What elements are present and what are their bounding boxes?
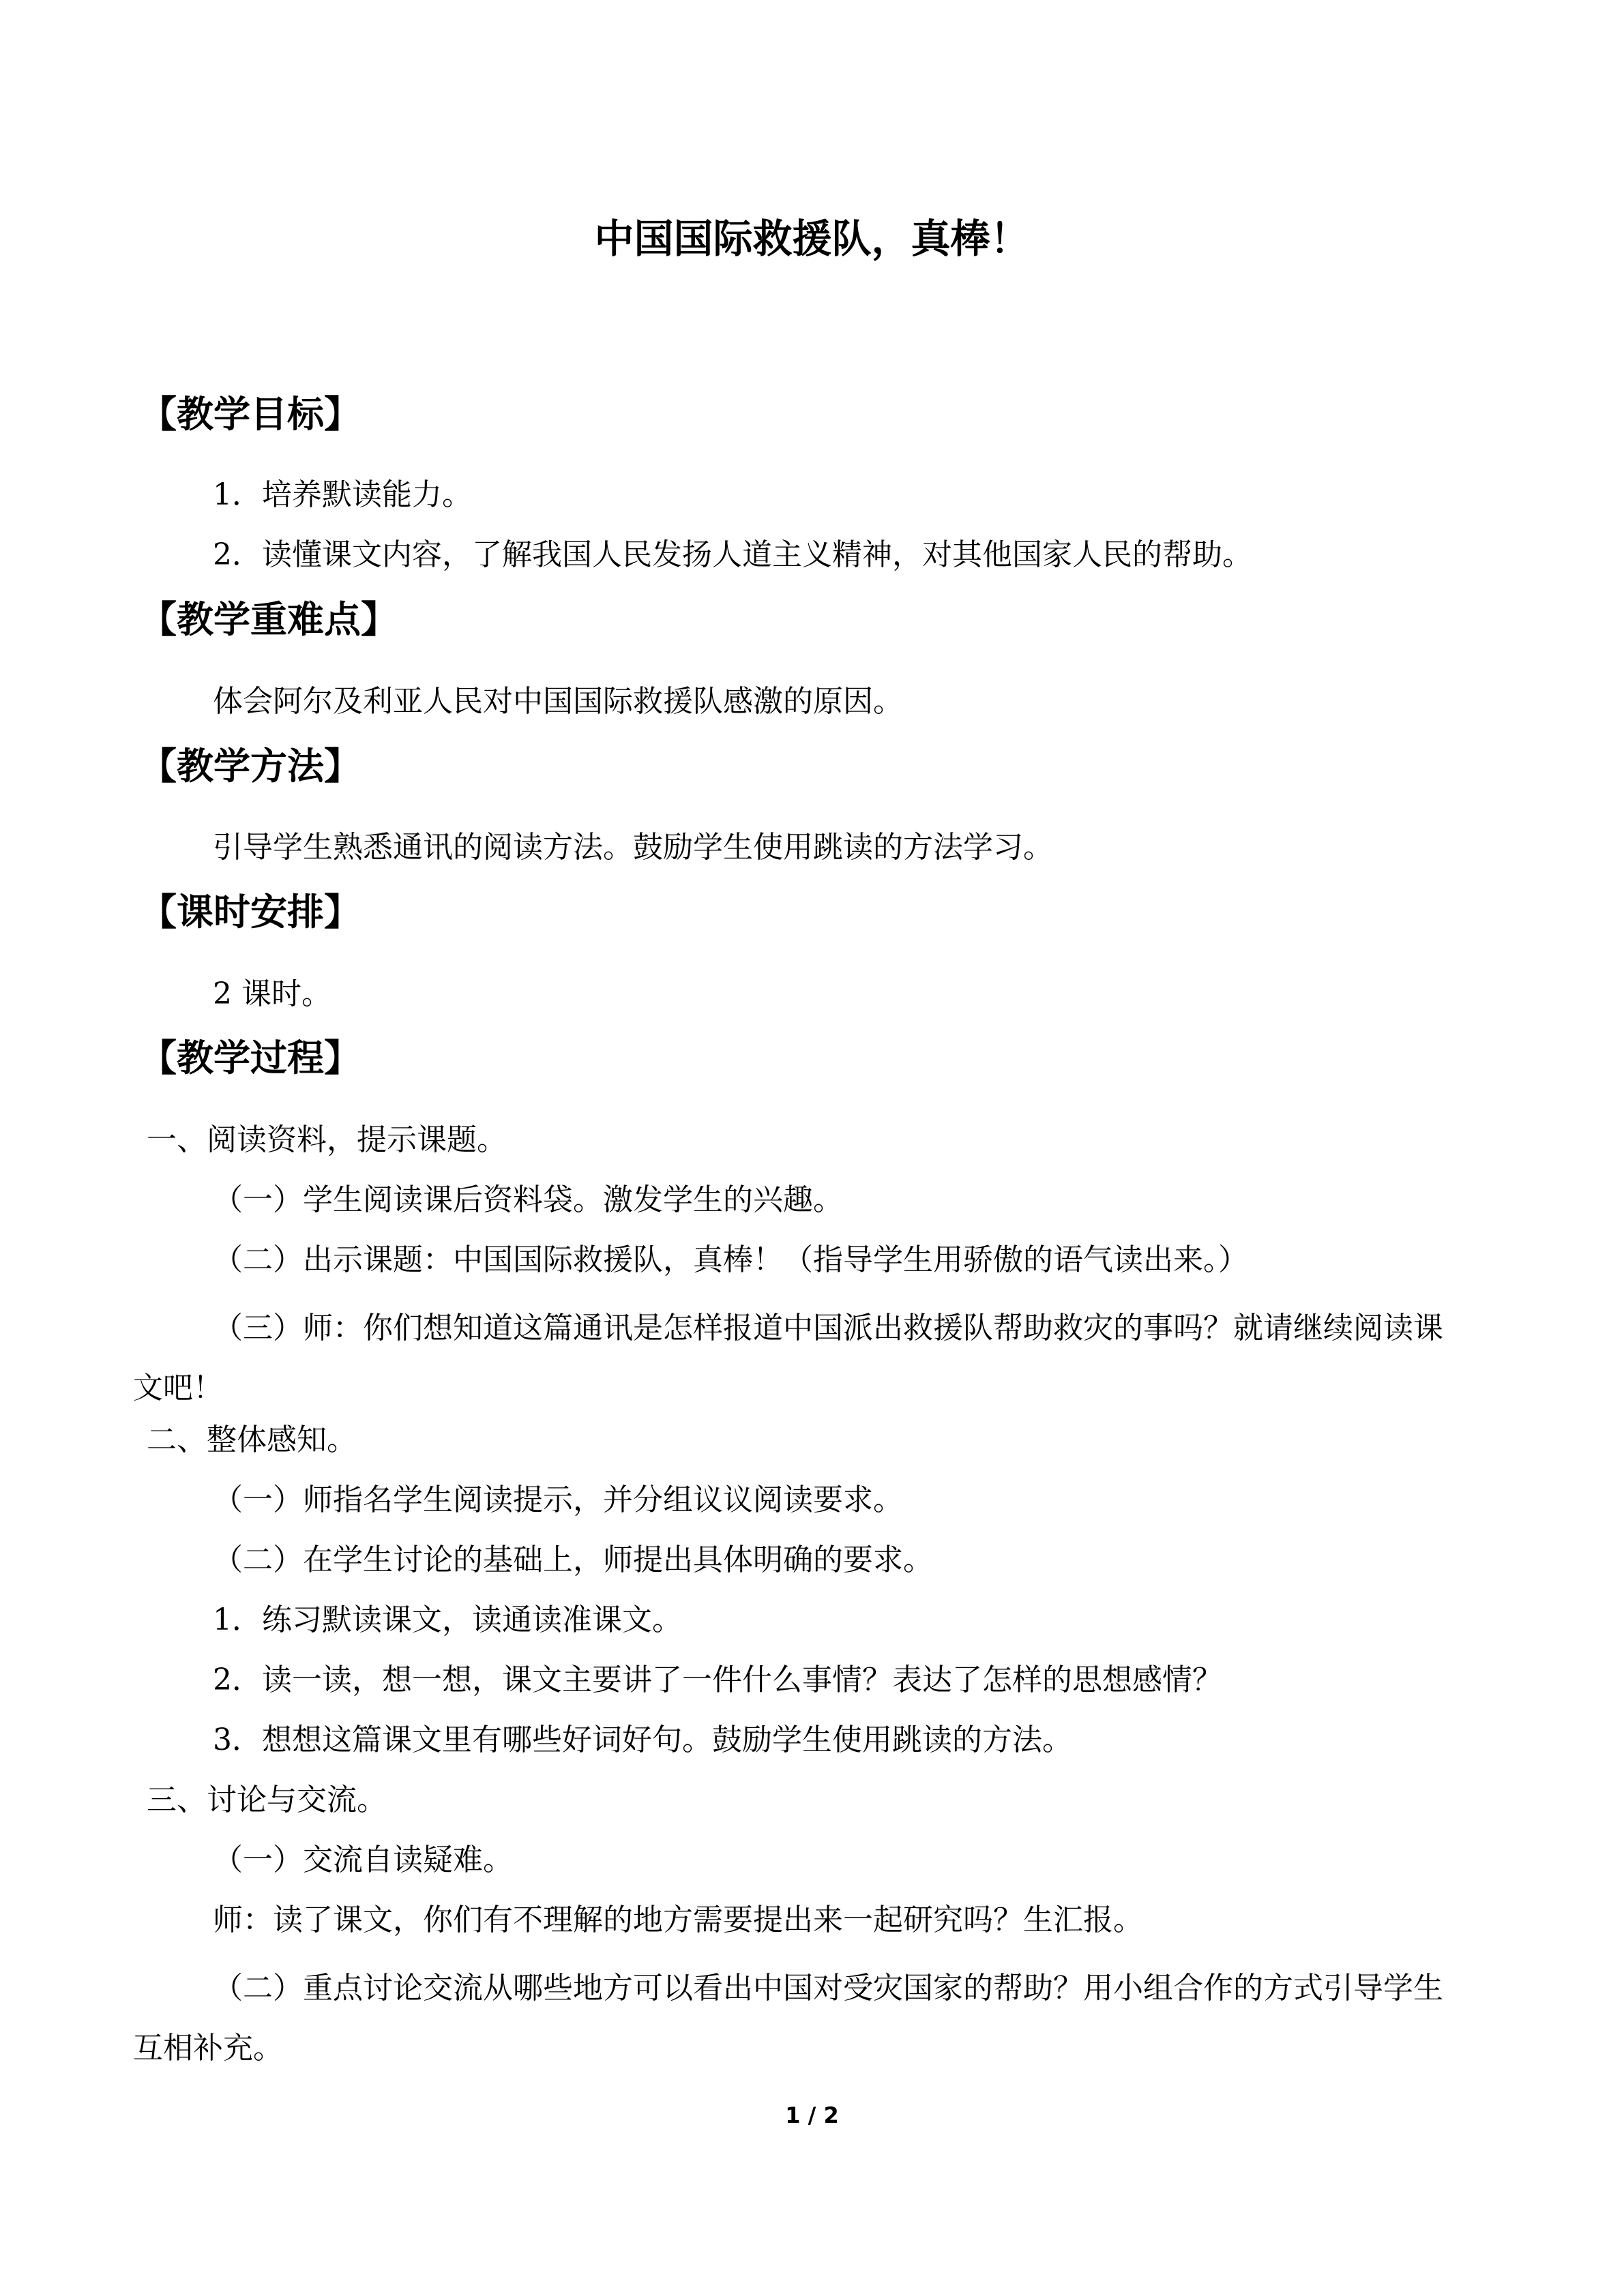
process-part2-item-5: 3．想想这篇课文里有哪些好词好句。鼓励学生使用跳读的方法。 [213,1723,1072,1757]
process-part1-item-1: （一）学生阅读课后资料袋。激发学生的兴趣。 [213,1182,843,1217]
heading-schedule: 【课时安排】 [140,891,361,934]
heading-key-points: 【教学重难点】 [140,598,398,641]
process-part3-item-3: （二）重点讨论交流从哪些地方可以看出中国对受灾国家的帮助？用小组合作的方式引导学生互相补充。 [133,1971,1443,2066]
process-part1-title: 一、阅读资料，提示课题。 [147,1122,507,1157]
process-part2-item-4: 2．读一读，想一想，课文主要讲了一件什么事情？表达了怎样的思想感情？ [213,1663,1222,1697]
objective-item-2: 2．读懂课文内容，了解我国人民发扬人道主义精神，对其他国家人民的帮助。 [213,537,1252,572]
document-title: 中国国际救援队，真棒！ [594,215,1030,262]
heading-methods: 【教学方法】 [140,745,361,788]
heading-process: 【教学过程】 [140,1037,361,1079]
process-part3-item-2: 师：读了课文，你们有不理解的地方需要提出来一起研究吗？生汇报。 [213,1903,1143,1937]
process-part2-title: 二、整体感知。 [147,1422,357,1457]
page-number: 1 / 2 [785,2102,839,2128]
methods-text: 引导学生熟悉通讯的阅读方法。鼓励学生使用跳读的方法学习。 [213,830,1053,865]
schedule-text: 2 课时。 [213,976,331,1011]
heading-objectives: 【教学目标】 [140,393,361,436]
process-part2-item-3: 1．练习默读课文，读通读准课文。 [213,1602,682,1637]
process-part1-item-3: （三）师：你们想知道这篇通讯是怎样报道中国派出救援队帮助救灾的事吗？就请继续阅读课文吧！ [133,1311,1443,1405]
process-part1-item-2: （二）出示课题：中国国际救援队，真棒！（指导学生用骄傲的语气读出来。） [213,1242,1248,1277]
objective-item-1: 1．培养默读能力。 [213,477,472,512]
key-points-text: 体会阿尔及利亚人民对中国国际救援队感激的原因。 [213,684,903,719]
process-part2-item-2: （二）在学生讨论的基础上，师提出具体明确的要求。 [213,1542,933,1577]
process-part3-item-1: （一）交流自读疑难。 [213,1843,513,1877]
process-part3-title: 三、讨论与交流。 [147,1783,387,1817]
process-part2-item-1: （一）师指名学生阅读提示，并分组议议阅读要求。 [213,1482,903,1517]
